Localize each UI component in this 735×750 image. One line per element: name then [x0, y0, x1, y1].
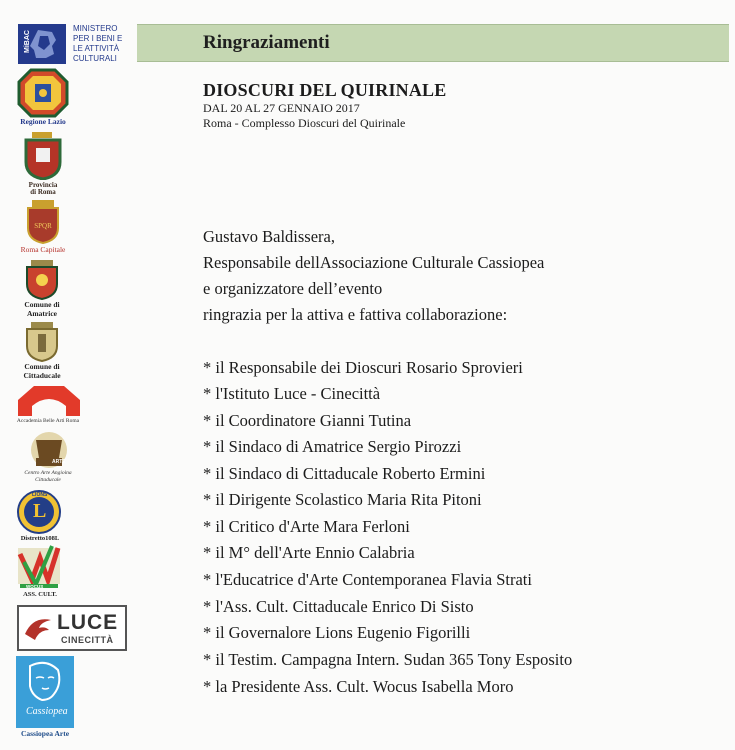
list-item: * il Sindaco di Cittaducale Roberto Ermini: [203, 464, 486, 483]
event-dates: DAL 20 AL 27 GENNAIO 2017: [203, 101, 360, 115]
provincia-roma-crest: [20, 132, 66, 180]
luce-eagle-icon: [23, 614, 53, 644]
regione-lazio-emblem: [17, 68, 69, 118]
cassiopea-face-icon: [16, 656, 74, 728]
cittaducale-line-2: Cittaducale: [23, 371, 61, 380]
intro-line: e organizzatore dell’evento: [203, 279, 383, 298]
accademia-belle-arti-logo: [14, 384, 86, 428]
cittaducale-line-1: Comune di: [24, 362, 60, 371]
comune-cittaducale-logo: [18, 322, 66, 382]
regione-lazio-logo: [17, 68, 69, 128]
accademia-caption: Accademia Belle Arti Roma: [16, 418, 80, 424]
comune-amatrice-logo: [18, 260, 66, 320]
mibac-emblem: [18, 24, 66, 64]
cassiopea-caption: Cassiopea Arte: [20, 729, 70, 738]
mibac-text: [73, 24, 122, 64]
provincia-line-1: Provincia: [28, 181, 58, 189]
accademia-arch-icon: [14, 384, 84, 416]
centro-arte-badge: ARTE: [52, 459, 66, 465]
mibac-abbr: MiBAC: [23, 30, 31, 53]
list-item: * il Sindaco di Amatrice Sergio Pirozzi: [203, 437, 462, 456]
cassiopea-arte-logo: [16, 656, 76, 742]
centro-line-2: Cittaducale: [35, 477, 61, 483]
centro-line-1: Centro Arte Angioina: [24, 470, 72, 476]
centro-arte-caption: [12, 470, 84, 484]
list-item: * il M° dell'Arte Ennio Calabria: [203, 543, 415, 562]
mibac-line-3: LE ATTIVITÀ: [73, 44, 120, 53]
comune-cittaducale-caption: [10, 362, 74, 380]
list-item: * l'Educatrice d'Arte Contemporanea Flavia Strati: [203, 570, 532, 589]
page-title: Ringraziamenti: [203, 32, 330, 53]
wocus-logo: [16, 544, 64, 602]
luce-cinecitta-logo: [17, 605, 127, 651]
svg-text:SPQR: SPQR: [34, 222, 52, 230]
list-item: * il Critico d'Arte Mara Ferloni: [203, 517, 410, 536]
centro-arte-angioina-logo: [14, 430, 86, 486]
mibac-line-4: CULTURALI: [73, 54, 117, 63]
list-item: * il Dirigente Scolastico Maria Rita Pitoni: [203, 490, 482, 509]
event-place: Roma - Complesso Dioscuri del Quirinale: [203, 116, 406, 130]
mibac-line-2: PER I BENI E: [73, 34, 123, 43]
roma-capitale-logo: [18, 200, 68, 258]
luce-wordmark: LUCE: [57, 611, 119, 634]
centro-arte-emblem: [14, 430, 84, 470]
regione-lazio-caption: Regione Lazio: [20, 117, 66, 126]
provincia-roma-logo: [20, 132, 66, 198]
amatrice-line-1: Comune di: [24, 300, 60, 309]
list-item: * il Responsabile dei Dioscuri Rosario Sprovieri: [203, 358, 523, 377]
intro-line: Gustavo Baldissera,: [203, 227, 335, 246]
sponsor-logos-sidebar: [0, 0, 135, 750]
list-item: * il Coordinatore Gianni Tutina: [203, 411, 412, 430]
luce-subtitle: CINECITTÀ: [61, 635, 114, 645]
mibac-logo: [18, 24, 130, 64]
list-item: * il Governalore Lions Eugenio Figorilli: [203, 623, 471, 642]
comune-amatrice-crest: [18, 260, 66, 300]
roma-capitale-crest: [18, 200, 68, 244]
cassiopea-emblem: [16, 656, 74, 728]
cassiopea-script: Cassiopea: [26, 706, 68, 717]
lions-top-text: LIONS: [32, 492, 48, 498]
list-item: * la Presidente Ass. Cult. Wocus Isabella Moro: [203, 677, 514, 696]
event-title: DIOSCURI DEL QUIRINALE: [203, 80, 447, 100]
mibac-line-1: MINISTERO: [73, 24, 118, 33]
header-bar: [137, 24, 729, 62]
wocus-emblem: [16, 544, 62, 588]
comune-amatrice-caption: [12, 300, 72, 318]
intro-line: Responsabile dellAssociazione Culturale Cassiopea: [203, 253, 545, 272]
intro-line: ringrazia per la attiva e fattiva collaborazione:: [203, 305, 508, 324]
lions-caption: Distretto108L: [20, 535, 60, 542]
amatrice-line-2: Amatrice: [27, 309, 57, 318]
lions-logo: [15, 490, 67, 544]
wocus-caption: ASS. CULT.: [23, 591, 57, 598]
roma-capitale-caption: Roma Capitale: [20, 245, 66, 254]
list-item: * l'Istituto Luce - Cinecittà: [203, 384, 381, 403]
comune-cittaducale-crest: [18, 322, 66, 362]
provincia-roma-caption: [16, 182, 70, 196]
lions-letter: L: [33, 500, 47, 522]
list-item: * il Testim. Campagna Intern. Sudan 365 Tony Esposito: [203, 650, 573, 669]
list-item: * l'Ass. Cult. Cittaducale Enrico Di Sisto: [203, 597, 474, 616]
wocus-badge: WOCUS: [26, 584, 44, 589]
provincia-line-2: di Roma: [30, 188, 56, 196]
